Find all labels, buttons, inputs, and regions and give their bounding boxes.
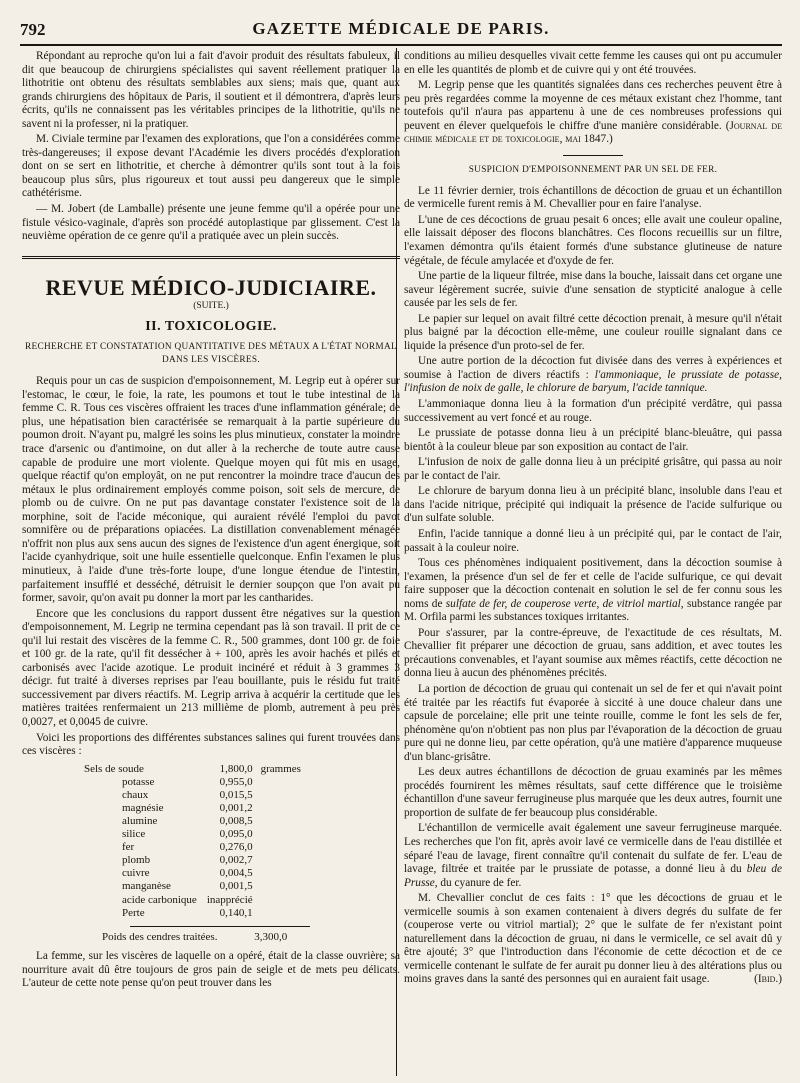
salt-value: 0,004,5 [219,867,253,880]
table-row [82,867,303,880]
subsection-title: II. TOXICOLOGIE. [145,318,277,334]
salt-value: 0,140,1 [219,906,253,919]
table-row [82,828,303,841]
body-paragraph: Le 11 février dernier, trois échantillons de décoction de gruau et un échantillon de vermicelle furent remis à M. Chevallier pour en faire l'analyse. [404,184,782,211]
salt-name: acide carbonique [122,893,197,906]
body-paragraph: Requis pour un cas de suspicion d'empoisonnement, M. Legrip eut à opérer sur l'estomac, le cœur, le foie, la rate, les poumons et tout le tube intestinal de la femme C. R. Tous ces viscères offraient les traces d'une inflammation générale; de plus, une hépatisation bien caractérisée se remarquait à la partie supérieure du poumon droit. N'ayant pu, malgré les soins les plus minutieux, constater la moindre trace d'arsenic ou d'antimoine, on dut aller à la recherche de toute autre cause capable de produire une mort violente. Quelque moyen qui fût mis en usage, quelque réactif qu'on employât, on ne put rencontrer la moindre trace d'aucun des métaux le plus ordinairement employés comme poison, soit sels de mercure, de plomb ou de cuivre. On ne put pas davantage constater l'existence soit de la morphine, soit de l'acide méconique, qui auraient révélé l'emploi du pavot somnifère ou de préparations opiacées. La distillation convenablement ménagée n'offrit non plus aux sens aucun des signes de l'existence d'un agent énergique, soit l'acide cyanhydrique, soit une huile essentielle quelconque. Enfin l'examen le plus minutieux, à l'aide d'une très-forte loupe, d'une longue étendue de l'intestin, parfaitement insufflé et desséché, détruisit le dernier soupçon que l'on avait pu former, savoir, qu'on avait pu donner la mort par les cantharides. [22,375,400,605]
salt-name: cuivre [122,867,150,880]
body-paragraph [404,892,782,987]
body-paragraph [404,557,782,625]
salt-value: 0,001,5 [219,880,253,893]
reagent-list: l'ammoniaque, le prussiate de potasse, l'infusion de noix de galle, le chlorure de baryum, l'acide tannique. [404,368,782,395]
salt-unit: grammes [260,762,301,775]
body-paragraph: Voici les proportions des différentes substances salines qui furent trouvées dans ces viscères : [22,731,400,758]
body-paragraph: La portion de décoction de gruau qui contenait un sel de fer et qui n'avait point été traitée par les réactifs fut évaporée à siccité à une douce chaleur dans une capsule de porcelaine; elle prit une teinte rouille, comme le font les sels de fer, phénomène qu'on n'obtient pas non plus par l'évaporation de la décoction de gruau pure qui ne donne lieu, par cette opération, qu'à une matière d'apparence muqueuse d'un blanc-grisâtre. [404,682,782,763]
source-reference: (Ibid.) [754,973,782,986]
salt-name: Perte [122,906,145,919]
salt-value: 0,002,7 [219,854,253,867]
body-paragraph: Encore que les conclusions du rapport dussent être négatives sur la question d'empoisonnement, M. Legrip ne termina cependant pas là son travail. Il prit de ce qu'il lui restait des viscères de la femme C. R., 500 grammes, dont 100 gr. de foie et 100 gr. de la rate, qu'il fit dessécher à + 100, après les avoir hachés et pilés et carbonisés avec l'acide azotique. Le produit incinéré et réduit à 3 grammes 3 décigr. fut traité à diverses reprises par l'eau bouillante, puis le résidu fut traité successivement par divers réactifs. M. Legrip arriva à acquérir la certitude que les matières traitées renfermaient un 213 millième de plomb, autrement à peu près 0,0027, et 0,0045 de cuivre. [22,607,400,728]
salt-name: magnésie [122,801,164,814]
right-column [404,50,782,1073]
page-header [20,18,782,46]
continuation-text: M. Legrip pense que les quantités signalées dans ces recherches peuvent être à peu près regardées comme la moyenne de ces métaux existant chez l'homme, tant toutefois qu'il n'aura pas appartenu à une de ces nombreuses professions qui peuvent en élever quelquefois le chiffre d'une manière considérable. [404,79,782,132]
paragraph-text: M. Chevallier conclut de ces faits : 1° que les décoctions de gruau et le vermicelle soumis à son examen contenaient à divers degrés du sulfate de fer (couperose verte ou vitriol martial); 2° que le sulfate de fer n'existant point naturellement dans la décoction de gruau, ni dans le vermicelle, ce sel avait dû y être ajouté; 3° que l'introduction dans l'économie de cette décoction et de ce vermicelle contenant le sulfate de fer aurait pu donner lieu à des altérations plus ou moins graves dans la santé des personnes qui en auraient fait usage. [404,892,782,986]
salt-value: 1,800,0 [219,762,253,775]
total-rule [130,926,310,927]
table-row [82,789,303,802]
body-paragraph: Pour s'assurer, par la contre-épreuve, de l'exactitude de ces résultats, M. Chevallier fit préparer une décoction de gruau, sans addition, et avec toutes les précautions convenables, et l'ayant soumise aux mêmes réactifs, cette décoction ne donna lieu à aucun des phénomènes précités. [404,626,782,680]
table-row [82,907,303,920]
salt-name: alumine [122,814,158,827]
continuation-paragraph [404,79,782,147]
table-row [82,841,303,854]
section-title: REVUE MÉDICO-JUDICIAIRE. [45,274,377,300]
paragraph-text: du cyanure de fer. [440,876,522,889]
salt-value: 0,008,5 [219,814,253,827]
article-subheading: RECHERCHE ET CONSTATATION QUANTITATIVE DES MÉTAUX A L'ÉTAT NORMAL DANS LES VISCÈRES. [25,342,397,366]
table-row [82,815,303,828]
salt-value: 0,015,5 [219,788,253,801]
salt-value: 0,095,0 [219,828,253,841]
body-paragraph: Le papier sur lequel on avait filtré cette décoction prenait, à mesure qu'il n'était plus baigné par la décoction elle-même, une couleur rouille signalant dans ce liquide la présence d'un proto-sel de fer. [404,312,782,352]
continuation-paragraph: conditions au milieu desquelles vivait cette femme les causes qui ont pu accumuler en elle les quantités de plomb et de cuivre qui y ont été trouvées. [404,50,782,76]
intro-paragraph: Répondant au reproche qu'on lui a fait d'avoir produit des résultats fabuleux, il dit que beaucoup de chirurgiens spécialistes qui savent réellement pratiquer la lithotritie ont obtenu des résultats semblables aux siens; mais que, quant aux grands chirurgiens des hôpitaux de Paris, il soutient et il démontrera, d'après leurs écrits, qu'ils ne connaissent pas les véritables principes de la lithotritie, qu'ils ne savent ni la professer, ni la pratiquer. [22,50,400,130]
salts-table [82,763,303,920]
salt-value: 0,001,2 [219,801,253,814]
paragraph-text: Une autre portion de la décoction fut divisée dans des verres à expériences et soumise à l'action de divers réactifs : [404,355,782,381]
salt-value: 0,276,0 [219,841,253,854]
body-paragraph: L'infusion de noix de galle donna lieu à un précipité grisâtre, qui passa au noir par le contact de l'air. [404,456,782,482]
paragraph-text: substance rangée par M. Orfila parmi les substances toxiques irritantes. [404,597,782,624]
body-paragraph: Enfin, l'acide tannique a donné lieu à un précipité qui, par le contact de l'air, passait à la couleur noire. [404,527,782,554]
table-row [82,854,303,867]
table-row [82,880,303,893]
body-paragraph: Le chlorure de baryum donna lieu à un précipité blanc, insoluble dans l'eau et dans l'acide nitrique, précipité qui indiquait la présence de l'acide sulfurique ou d'un sulfate soluble. [404,485,782,525]
prussian-blue: bleu de Prusse, [404,863,782,889]
closing-paragraph: La femme, sur les viscères de laquelle on a opéré, était de la classe ouvrière; sa nourriture avait dû être toujours de gros pain de seigle et de mets peu délicats. L'auteur de cette note pense qu'on peut trouver dans les [22,950,400,990]
intro-paragraph: M. Civiale termine par l'examen des explorations, que l'on a considérées comme très-dangereuses; il expose devant l'Académie les divers procédés d'exploration dont on se sert en lithotritie, et cherche à démontrer qu'ils sont tout à la fois beaucoup plus sûrs, plus rigoureux et tout aussi peu dangereux que le simple cathétérisme. [22,133,400,200]
left-column [22,50,400,1073]
body-paragraph [404,355,782,396]
table-row [82,894,303,907]
short-divider [563,155,623,156]
intro-paragraph: — M. Jobert (de Lamballe) présente une jeune femme qu'il a opérée pour une fistule vésico-vaginale, d'après son procédé autoplastique par glissement. C'est la neuvième opération de ce genre qu'il a pratiquée avec un plein succès. [22,203,400,243]
body-paragraph: Une partie de la liqueur filtrée, mise dans la bouche, laissait dans cet organe une saveur légèrement sucrée, suivie d'une sensation de stypticité analogue à celle causée par les sels de fer. [404,270,782,310]
source-reference: (Journal de chimie médicale et de toxicologie, mai 1847.) [404,119,782,146]
body-paragraph: L'une de ces décoctions de gruau pesait 6 onces; elle avait une couleur opaline, elle laissait déposer des flocons blanchâtres. Ces flocons recueillis sur un filtre, l'examen démontra qu'ils étaient formés d'une substance glutineuse de nature végétale, de fécule amylacée et d'oxyde de fer. [404,213,782,267]
total-value: 3,300,0 [254,930,288,943]
salt-name: potasse [122,775,155,788]
salt-name: fer [122,841,135,854]
salt-name: plomb [122,854,151,867]
page-number: 792 [20,20,46,39]
substance-names: sulfate de fer, de couperose verte, de vitriol martial, [445,597,684,610]
salt-name: silice [122,828,146,841]
article-subheading: SUSPICION D'EMPOISONNEMENT PAR UN SEL DE FER. [468,164,718,175]
salt-name: Sels de soude [84,762,144,775]
section-suite: (SUITE.) [193,301,229,312]
table-row [82,802,303,815]
salt-name: manganèse [122,880,171,893]
total-label: Poids des cendres traitées. [102,930,218,943]
paragraph-text: Tous ces phénomènes indiquaient positivement, dans la décoction soumise à l'examen, la présence d'un sel de fer et celle de l'acide sulfurique, ce qui devait faire supposer que la décoction contenait en solution le sel de fer connu sous les noms de [404,557,782,610]
body-paragraph: Le prussiate de potasse donna lieu à un précipité blanc-bleuâtre, qui passa bientôt à la couleur bleue par son exposition au contact de l'air. [404,427,782,453]
salt-value: 0,955,0 [219,775,253,788]
body-paragraph: L'ammoniaque donna lieu à la formation d'un précipité verdâtre, qui passa successivement au vert foncé et au rouge. [404,398,782,424]
total-row [102,931,400,945]
table-row [82,776,303,789]
body-paragraph [404,822,782,890]
journal-title: GAZETTE MÉDICALE DE PARIS. [252,19,550,38]
table-row [82,763,303,776]
salt-value: inapprécié [206,893,253,906]
paragraph-text: L'échantillon de vermicelle avait également une saveur ferrugineuse marquée. Les recherches que l'on fit, après avoir lavé ce vermicelle dans de l'eau distillée et séparé l'eau de lavage, firent connaître qu'il contenait du sulfate de fer. L'eau de lavage, filtrée et traitée par le prussiate de potasse, a donné lieu à du [404,822,782,876]
body-paragraph: Les deux autres échantillons de décoction de gruau examinés par les mêmes procédés fournirent les mêmes résultats, sauf cette différence que le troisième échantillon d'une saveur ferrugineuse plus marquée que les deux autres, fournit une proportion de sulfate de fer beaucoup plus considérable. [404,766,782,819]
section-divider [22,256,400,259]
salt-name: chaux [122,788,149,801]
